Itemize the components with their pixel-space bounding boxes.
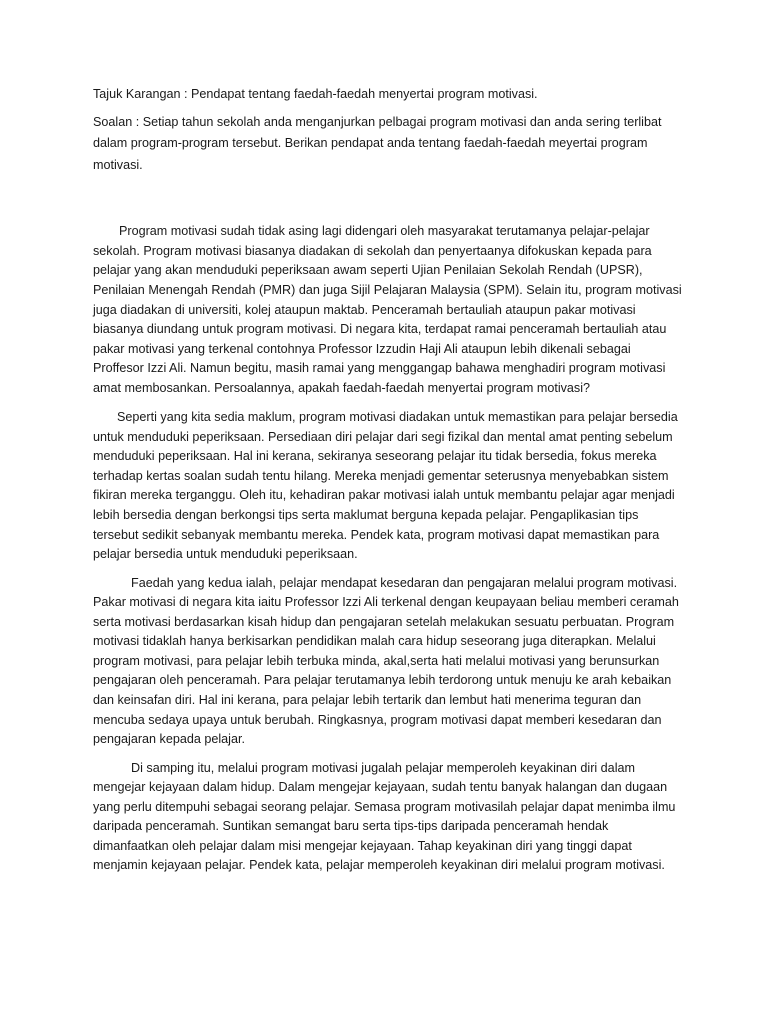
essay-title: Tajuk Karangan : Pendapat tentang faedah-faedah menyertai program motivasi. bbox=[93, 87, 538, 101]
essay-page bbox=[93, 84, 685, 876]
essay-question: Soalan : Setiap tahun sekolah anda menganjurkan pelbagai program motivasi dan anda sering terlibat dalam program-program tersebut. Berikan pendapat anda tentang faedah-faedah meyertai program motivasi. bbox=[93, 114, 662, 172]
paragraph-point-2: Faedah yang kedua ialah, pelajar mendapat kesedaran dan pengajaran melalui program motivasi. Pakar motivasi di negara kita iaitu Professor Izzi Ali terkenal dengan keupayaan beliau memberi ceramah serta motivasi berdasarkan kisah hidup dan pengajaran setelah melakukan sesuatu perbuatan. Program motivasi tidaklah hanya berkisarkan pendidikan malah cara hidup seseorang juga diterapkan. Melalui program motivasi, para pelajar lebih terbuka minda, akal,serta hati melalui motivasi yang berunsurkan pengajaran oleh penceramah. Para pelajar terutamanya lebih terdorong untuk menuju ke arah kebaikan dan keinsafan diri. Hal ini kerana, para pelajar lebih tertarik dan lembut hati menerima teguran dan mencuba sedaya upaya untuk berubah. Ringkasnya, program motivasi dapat memberi kesedaran dan pengajaran kepada pelajar. bbox=[93, 575, 679, 747]
paragraph-introduction: Program motivasi sudah tidak asing lagi didengari oleh masyarakat terutamanya pelajar-pelajar sekolah. Program motivasi biasanya diadakan di sekolah dan penyertaanya difokuskan kepada para pelajar yang akan menduduki peperiksaan awam seperti Ujian Penilaian Sekolah Rendah (UPSR), Penilaian Menengah Rendah (PMR) dan juga Sijil Pelajaran Malaysia (SPM). Selain itu, program motivasi juga diadakan di universiti, kolej ataupun maktab. Penceramah bertauliah ataupun pakar motivasi biasanya diundang untuk program motivasi. Di negara kita, terdapat ramai penceramah bertauliah atau pakar motivasi yang terkenal contohnya Professor Izzudin Haji Ali ataupun lebih dikenali sebagai Proffesor Izzi Ali. Namun begitu, masih ramai yang menggangap bahawa menghadiri program motivasi amat membosankan. Persoalannya, apakah faedah-faedah menyertai program motivasi? bbox=[93, 224, 682, 395]
paragraph-point-1: Seperti yang kita sedia maklum, program motivasi diadakan untuk memastikan para pelajar bersedia untuk menduduki peperiksaan. Persediaan diri pelajar dari segi fizikal dan mental amat penting sebelum menduduki peperiksaan. Hal ini kerana, sekiranya seseorang pelajar itu tidak bersedia, fokus mereka terhadap kertas soalan sudah tentu hilang. Mereka menjadi gementar seterusnya menyebabkan sistem fikiran mereka terganggu. Oleh itu, kehadiran pakar motivasi ialah untuk membantu pelajar agar menjadi lebih bersedia dengan berkongsi tips serta maklumat berguna kepada pelajar. Pengaplikasian tips tersebut sedikit sebanyak membantu mereka. Pendek kata, program motivasi dapat memastikan para pelajar bersedia untuk menduduki peperiksaan. bbox=[93, 410, 678, 562]
paragraph-point-3: Di samping itu, melalui program motivasi jugalah pelajar memperoleh keyakinan diri dalam mengejar kejayaan dalam hidup. Dalam mengejar kejayaan, sudah tentu banyak halangan dan dugaan yang perlu ditempuhi sebagai seorang pelajar. Semasa program motivasilah pelajar dapat menimba ilmu daripada penceramah. Suntikan semangat baru serta tips-tips daripada penceramah hendak dimanfaatkan oleh pelajar dalam misi mengejar kejayaan. Tahap keyakinan diri yang tinggi dapat menjamin kejayaan pelajar. Pendek kata, pelajar memperoleh keyakinan diri melalui program motivasi. bbox=[93, 760, 676, 873]
